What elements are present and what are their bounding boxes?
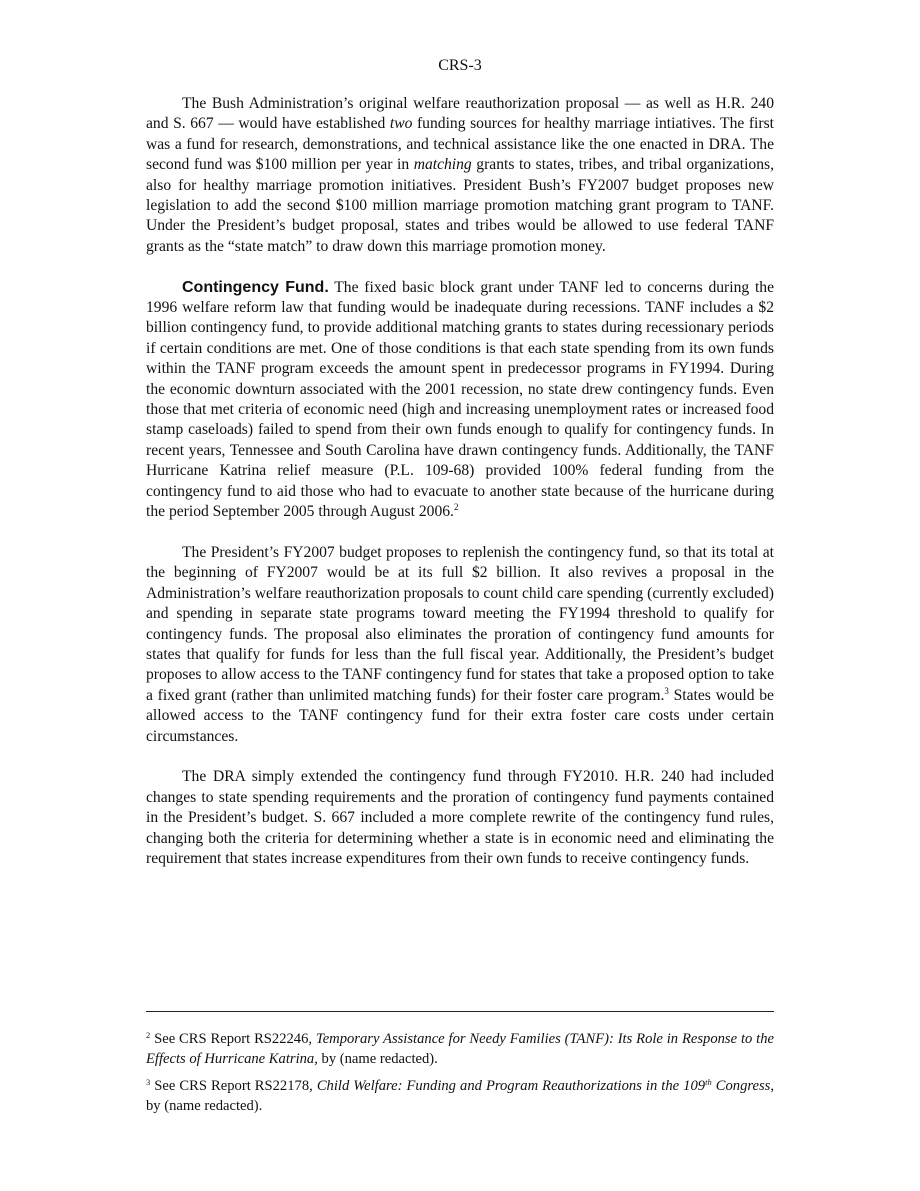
footnote-text: See CRS Report RS22246,	[150, 1031, 316, 1047]
text-run: grants to states, tribes, and tribal organizations, also for healthy marriage promotion initiatives. President Bush’s FY2007 budget proposes new legislation to add the second $100 million marriage promotion matching grant program to TANF. Under the President’s budget proposal, states and tribes would be allowed to use federal TANF grants as the “state match” to draw down this marriage promotion money.	[146, 156, 774, 255]
text-run: The fixed basic block grant under TANF led to concerns during the 1996 welfare reform law that funding would be inadequate during recessions. TANF includes a $2 billion contingency fund, to provide additional matching grants to states during recessionary periods if certain conditions are met. One of those conditions is that each state spending from its own funds within the TANF program exceeds the amount spent in predecessor programs in FY1994. During the economic downturn associated with the 2001 recession, no state drew contingency funds. Even those that met criteria of economic need (high and increasing unemployment rates or increased food stamp caseloads) failed to spend from their own funds enough to qualify for contingency funds. In recent years, Tennessee and South Carolina have drawn contingency funds. Additionally, the TANF Hurricane Katrina relief measure (P.L. 109-68) provided 100% federal funding from the contingency fund to aid those who had to evacuate to another state because of the hurricane during the period September 2005 through August 2006.	[146, 278, 774, 521]
paragraph-contingency-fund	[146, 278, 774, 523]
page-number-header: CRS-3	[438, 57, 482, 74]
text-run: The Bush Administration’s original welfare reauthorization proposal — as well as H.R. 240 and S. 667 — would have established	[146, 95, 774, 133]
title-run: Congress	[711, 1078, 771, 1094]
footnote-ref-3[interactable]: 3	[664, 685, 669, 696]
footnote-report-title: Temporary Assistance for Needy Families (TANF): Its Role in Response to the Effects of Hurricane Katrina	[146, 1031, 774, 1067]
footnote-2	[146, 1030, 774, 1069]
text-run: The DRA simply extended the contingency fund through FY2010. H.R. 240 had included changes to state spending requirements and the proration of contingency fund payments contained in the President’s budget. S. 667 included a more complete rewrite of the contingency fund rules, changing both the criteria for determining whether a state is in economic need and eliminating the requirement that states increase expenditures from their own funds to receive contingency funds.	[146, 768, 774, 867]
ordinal-suffix: th	[705, 1077, 712, 1087]
document-body	[146, 94, 774, 890]
emphasis-two: two	[389, 115, 413, 133]
section-heading-contingency-fund: Contingency Fund.	[182, 278, 329, 296]
footnote-report-title	[317, 1078, 771, 1094]
text-run: funding sources for healthy marriage intiatives. The first was a fund for research, demonstrations, and technical assistance like the one enacted in DRA. The second fund was $100 million per year in	[146, 115, 774, 174]
footnote-text: See CRS Report RS22178,	[150, 1078, 317, 1094]
paragraph-dra-extension	[146, 767, 774, 869]
title-run: Child Welfare: Funding and Program Reauthorizations in the 109	[316, 1078, 706, 1094]
footnote-text: , by (name redacted).	[146, 1078, 774, 1114]
emphasis-matching: matching	[413, 156, 472, 174]
footnote-3	[146, 1077, 774, 1116]
footnote-text: , by (name redacted).	[314, 1050, 438, 1067]
footnote-number: 2	[146, 1030, 151, 1040]
footnotes-section	[146, 1030, 774, 1124]
paragraph-fy2007-budget	[146, 543, 774, 747]
paragraph-marriage-funding	[146, 94, 774, 257]
footnote-number: 3	[146, 1077, 151, 1087]
text-run: States would be allowed access to the TANF contingency fund for their extra foster care costs under certain circumstances.	[146, 686, 774, 745]
text-run: The President’s FY2007 budget proposes to replenish the contingency fund, so that its total at the beginning of FY2007 would be at its full $2 billion. It also revives a proposal in the Administration’s welfare reauthorization proposals to count child care spending (currently excluded) and spending in separate state programs toward meeting the FY1994 threshold to qualify for contingency funds. The proposal also eliminates the proration of contingency fund amounts for states that qualify for funds for less than the full fiscal year. Additionally, the President’s budget proposes to allow access to the TANF contingency fund for states that take a proposed option to take a fixed grant (rather than unlimited matching funds) for their foster care program.	[146, 543, 774, 704]
footnote-divider	[146, 1011, 774, 1012]
footnote-ref-2[interactable]: 2	[453, 502, 459, 513]
